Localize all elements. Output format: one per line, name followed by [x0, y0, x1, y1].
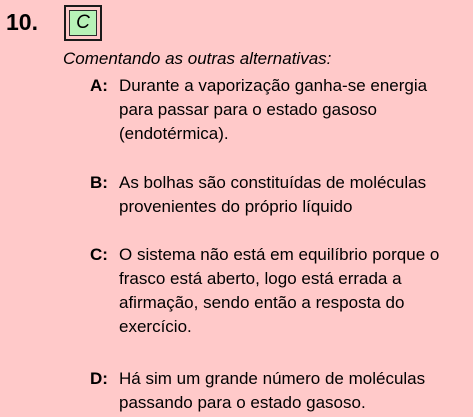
text-line: exercício.	[119, 317, 192, 336]
answer-box	[64, 5, 102, 41]
text-line: Há sim um grande número de moléculas	[119, 369, 426, 388]
text-line: passando para o estado gasoso.	[119, 393, 366, 412]
text-line: Durante a vaporização ganha-se energia	[119, 76, 428, 95]
text-line: As bolhas são constituídas de moléculas	[119, 173, 427, 192]
alternative-key: A:	[90, 76, 108, 95]
alternative-text	[119, 367, 425, 415]
alternative-key: C:	[90, 245, 108, 264]
alternative-key: B:	[90, 173, 108, 192]
question-number: 10.	[6, 9, 38, 35]
intro-text: Comentando as outras alternativas:	[63, 49, 332, 68]
answer-letter: C	[69, 10, 97, 36]
text-line: (endotérmica).	[119, 124, 229, 143]
alternative-text	[119, 74, 427, 146]
alternative-text	[119, 243, 439, 339]
text-line: provenientes do próprio líquido	[119, 197, 353, 216]
text-line: frasco está aberto, logo está errada a	[119, 269, 402, 288]
text-line: afirmação, sendo então a resposta do	[119, 293, 405, 312]
alternative-key: D:	[90, 369, 108, 388]
text-line: para passar para o estado gasoso	[119, 100, 378, 119]
alternative-text	[119, 171, 426, 219]
text-line: O sistema não está em equilíbrio porque o	[119, 245, 440, 264]
